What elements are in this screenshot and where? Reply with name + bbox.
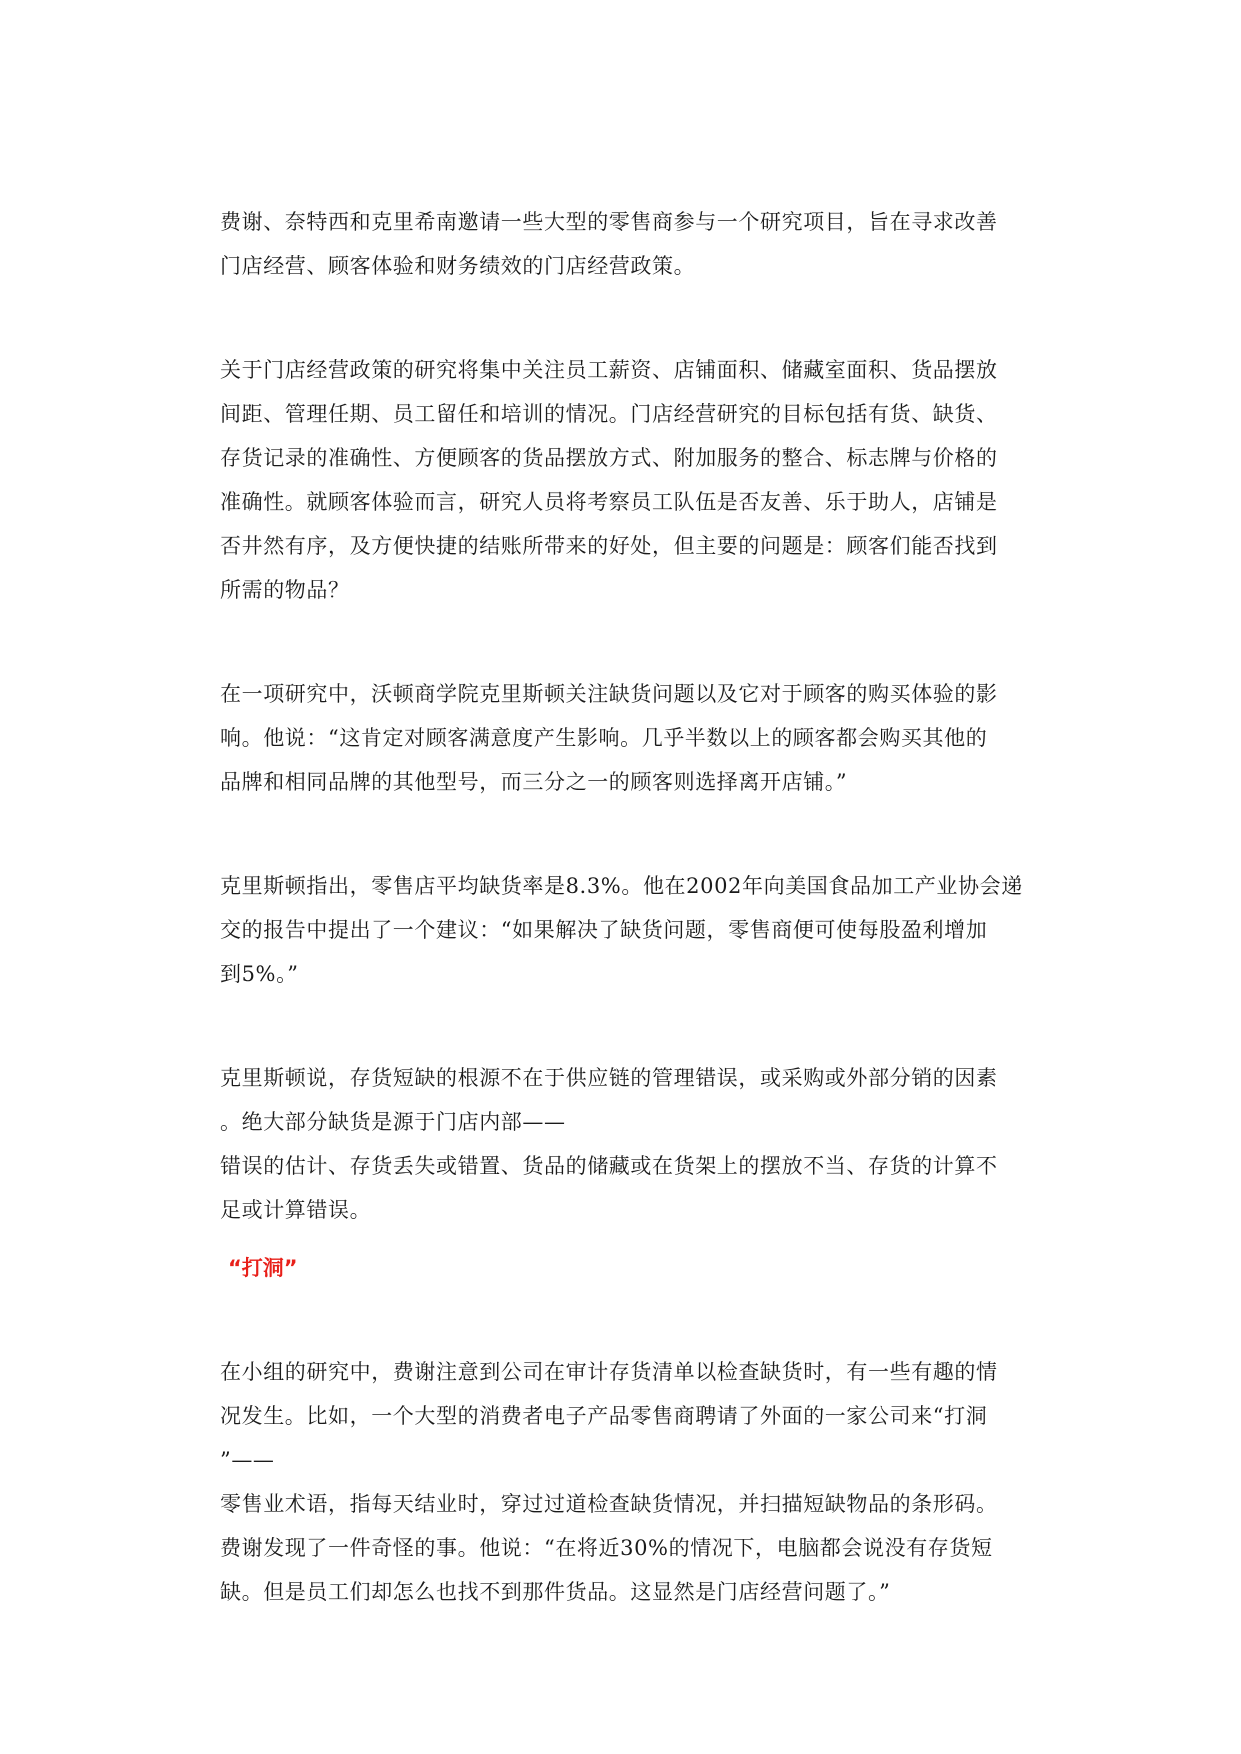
text-line: 足或计算错误。: [220, 1198, 372, 1222]
section-heading: “打洞”: [228, 1256, 298, 1280]
text-line: 零售业术语，指每天结业时，穿过过道检查缺货情况，并扫描短缺物品的条形码。: [220, 1492, 998, 1516]
text-line: 错误的估计、存货丢失或错置、货品的储藏或在货架上的摆放不当、存货的计算不: [220, 1154, 998, 1178]
paragraph-4: [220, 864, 1023, 996]
text-line: 否井然有序，及方便快捷的结账所带来的好处，但主要的问题是：顾客们能否找到: [220, 534, 998, 558]
text-line: 克里斯顿说，存货短缺的根源不在于供应链的管理错误，或采购或外部分销的因素: [220, 1066, 998, 1090]
document-body: [220, 200, 1023, 1614]
text-line: 间距、管理任期、员工留任和培训的情况。门店经营研究的目标包括有货、缺货、: [220, 402, 998, 426]
text-line: 在一项研究中，沃顿商学院克里斯顿关注缺货问题以及它对于顾客的购买体验的影: [220, 682, 998, 706]
text-line: 缺。但是员工们却怎么也找不到那件货品。这显然是门店经营问题了。”: [220, 1580, 891, 1604]
paragraph-1: [220, 200, 1020, 288]
text-line: 所需的物品？: [220, 578, 350, 602]
paragraph-spacer: [220, 1290, 1020, 1350]
paragraph-spacer: [220, 612, 1020, 672]
text-line: 品牌和相同品牌的其他型号，而三分之一的顾客则选择离开店铺。”: [220, 770, 848, 794]
text-line: 况发生。比如，一个大型的消费者电子产品零售商聘请了外面的一家公司来“打洞: [220, 1404, 988, 1428]
text-line: 门店经营、顾客体验和财务绩效的门店经营政策。: [220, 254, 696, 278]
text-line: 存货记录的准确性、方便顾客的货品摆放方式、附加服务的整合、标志牌与价格的: [220, 446, 998, 470]
paragraph-6: [220, 1350, 1020, 1614]
paragraph-spacer: [220, 288, 1020, 348]
paragraph-5: [220, 1056, 1020, 1232]
paragraph-2: [220, 348, 1020, 612]
text-line: 在小组的研究中，费谢注意到公司在审计存货清单以检查缺货时，有一些有趣的情: [220, 1360, 998, 1384]
paragraph-spacer: [220, 996, 1020, 1056]
text-line: 到5%。”: [220, 962, 299, 986]
text-line: ”——: [220, 1448, 275, 1472]
text-line: 。绝大部分缺货是源于门店内部——: [220, 1110, 566, 1134]
text-line: 费谢、奈特西和克里希南邀请一些大型的零售商参与一个研究项目，旨在寻求改善: [220, 210, 998, 234]
paragraph-spacer: [220, 804, 1020, 864]
paragraph-3: [220, 672, 1020, 804]
text-line: 响。他说：“这肯定对顾客满意度产生影响。几乎半数以上的顾客都会购买其他的: [220, 726, 988, 750]
text-line: 准确性。就顾客体验而言，研究人员将考察员工队伍是否友善、乐于助人，店铺是: [220, 490, 998, 514]
text-line: 费谢发现了一件奇怪的事。他说：“在将近30%的情况下，电脑都会说没有存货短: [220, 1536, 993, 1560]
text-line: 交的报告中提出了一个建议：“如果解决了缺货问题，零售商便可使每股盈利增加: [220, 918, 988, 942]
text-line: 克里斯顿指出，零售店平均缺货率是8.3%。他在2002年向美国食品加工产业协会递: [220, 874, 1023, 898]
text-line: 关于门店经营政策的研究将集中关注员工薪资、店铺面积、储藏室面积、货品摆放: [220, 358, 998, 382]
paragraph-spacer: [220, 1232, 1020, 1246]
